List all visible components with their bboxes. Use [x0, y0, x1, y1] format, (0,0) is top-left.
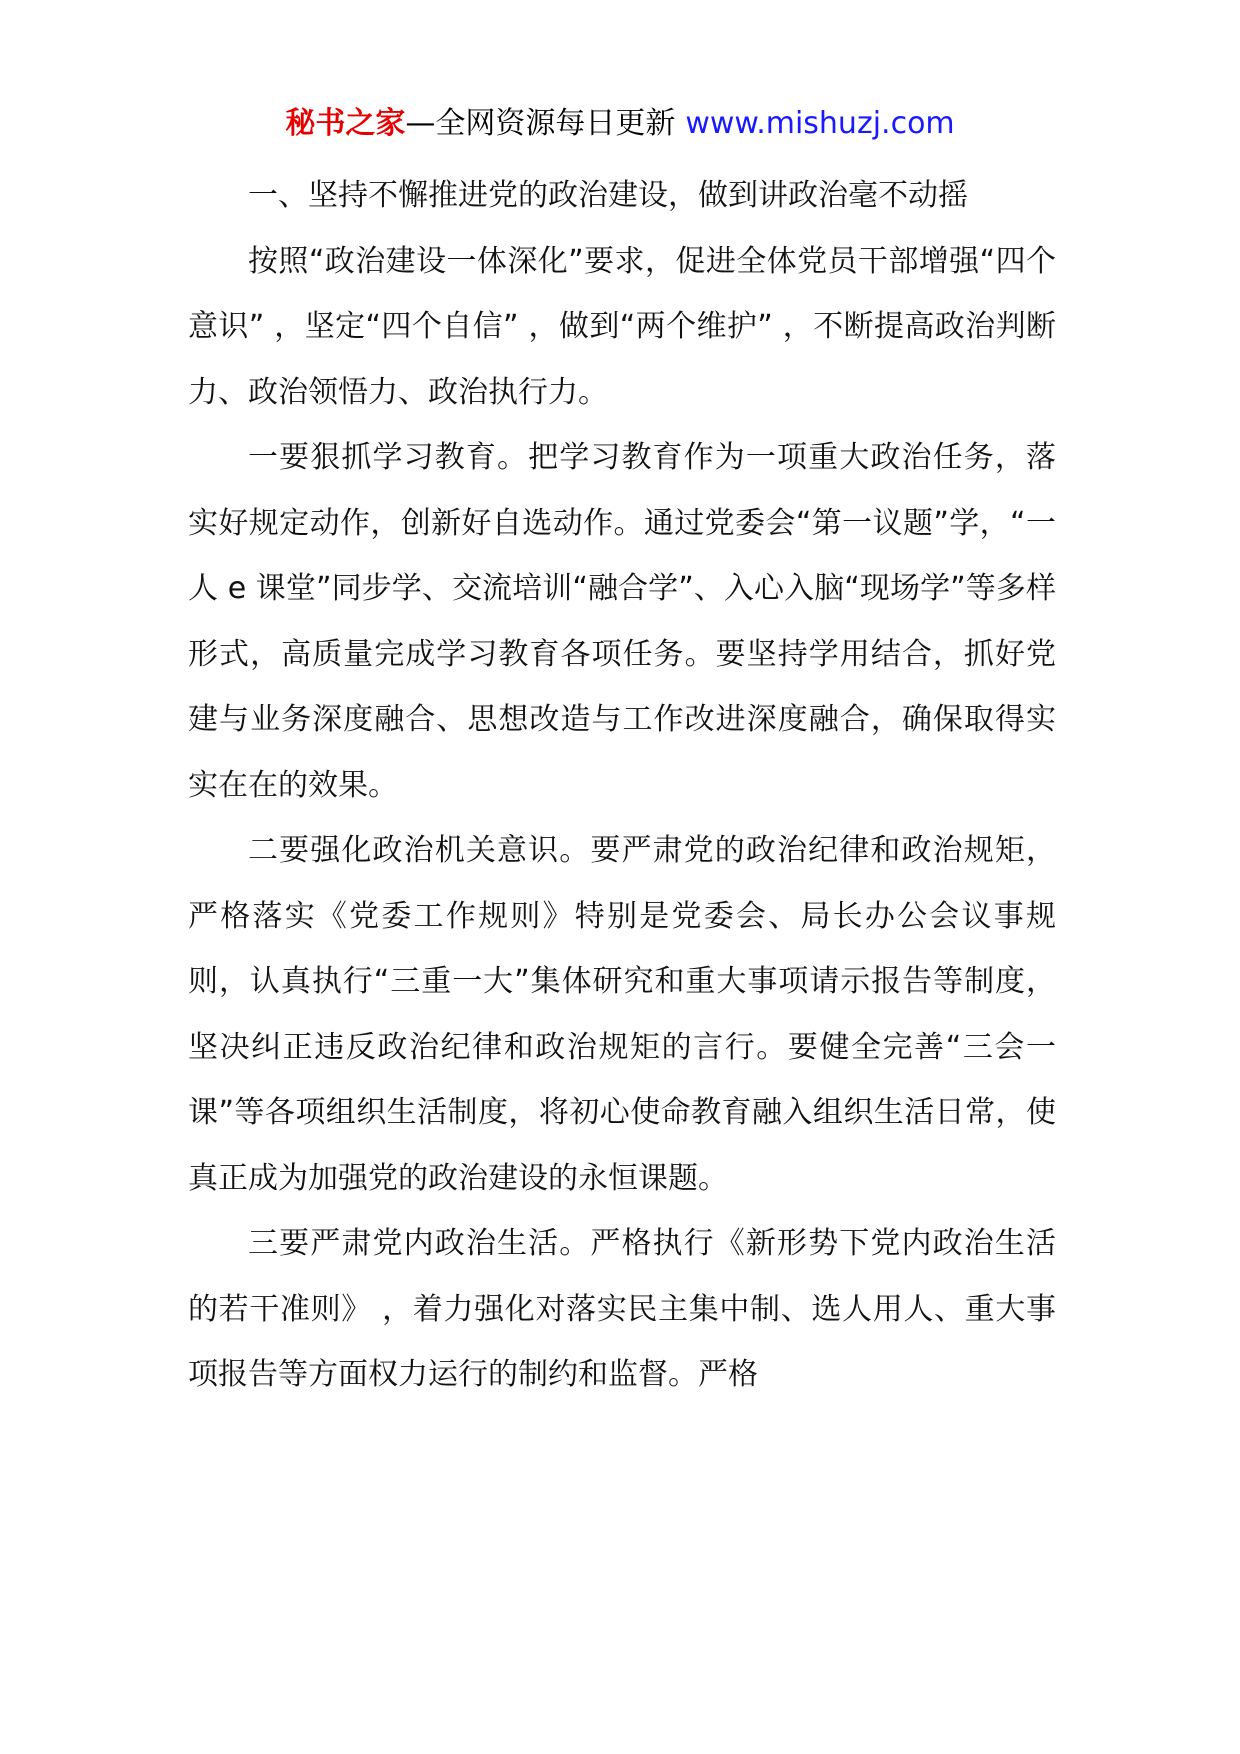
site-url-link[interactable]: www.mishuzj.com: [685, 106, 955, 141]
section-heading: 一、坚持不懈推进党的政治建设，做到讲政治毫不动摇: [248, 178, 968, 213]
paragraph-intro: 按照“政治建设一体深化”要求，促进全体党员干部增强“四个意识” ，坚定“四个自信” ，做到“两个维护” ，不断提高政治判断力、政治领悟力、政治执行力。: [188, 243, 1056, 410]
header-tagline: —全网资源每日更新: [405, 106, 676, 141]
page-header: [0, 104, 1240, 144]
brand-name: 秘书之家: [285, 106, 406, 141]
paragraph-item-1: 一要狠抓学习教育。把学习教育作为一项重大政治任务，落实好规定动作，创新好自选动作。通过党委会“第一议题”学，“一人 e 课堂”同步学、交流培训“融合学”、入心入脑“现场学”等多样形式，高质量完成学习教育各项任务。要坚持学用结合，抓好党建与业务深度融合、思想改造与工作改进深度融合，确保取得实实在在的效果。: [188, 440, 1056, 803]
paragraph-item-3: 三要严肃党内政治生活。严格执行《新形势下党内政治生活的若干准则》 ，着力强化对落实民主集中制、选人用人、重大事项报告等方面权力运行的制约和监督。严格: [188, 1226, 1056, 1392]
document-body: [188, 163, 1056, 1408]
paragraph-item-2: 二要强化政治机关意识。要严肃党的政治纪律和政治规矩，严格落实《党委工作规则》特别是党委会、局长办公会议事规则，认真执行“三重一大”集体研究和重大事项请示报告等制度，坚决纠正违反政治纪律和政治规矩的言行。要健全完善“三会一课”等各项组织生活制度，将初心使命教育融入组织生活日常，使真正成为加强党的政治建设的永恒课题。: [188, 833, 1056, 1196]
